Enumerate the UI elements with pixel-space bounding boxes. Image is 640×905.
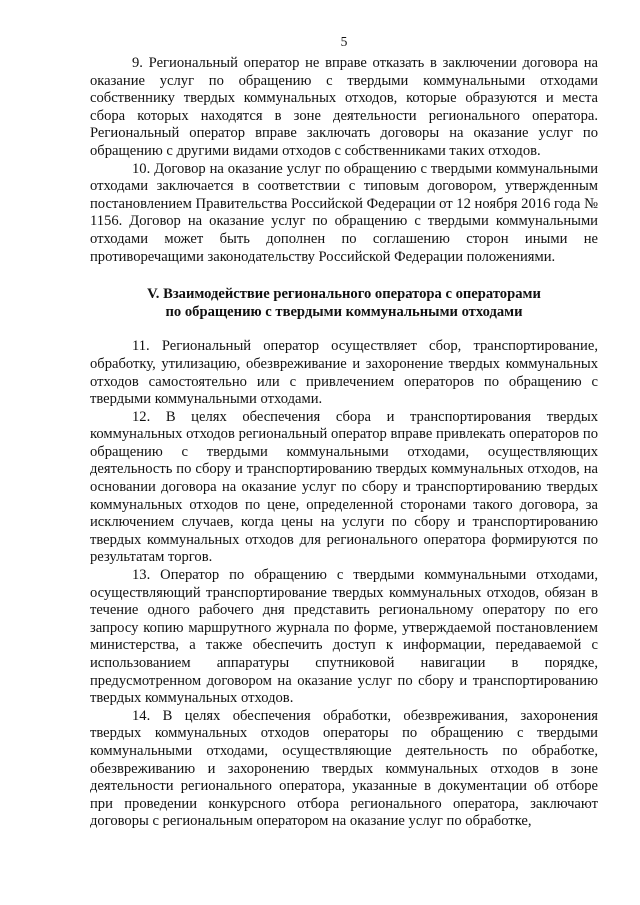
paragraph-13: 13. Оператор по обращению с твердыми коммунальными отходами, осуществляющий транспортирование твердых коммунальных отходов, обязан в течение одного рабочего дня представить региональному оператору по его запросу копию маршрутного журнала по форме, утверждаемой постановлением министерства, а также обеспечить доступ к информации, передаваемой с использованием аппаратуры спутниковой навигации в порядке, предусмотренном договором на оказание услуг по сбору и транспортированию твердых коммунальных отходов. <box>90 567 598 707</box>
section-heading-line-1: V. Взаимодействие регионального оператора с операторами <box>147 286 541 303</box>
paragraph-10: 10. Договор на оказание услуг по обращению с твердыми коммунальными отходами заключается в соответствии с типовым договором, утвержденным постановлением Правительства Российской Федерации от 12 ноября 2016 года № 1156. Договор на оказание услуг по обращению с твердыми коммунальными отходами может быть дополнен по соглашению сторон иными не противоречащими законодательству Российской Федерации положениями. <box>90 160 598 265</box>
paragraph-14: 14. В целях обеспечения обработки, обезвреживания, захоронения твердых коммунальных отходов операторы по обращению с твердыми коммунальными отходами, осуществляющие деятельность по обработке, обезвреживанию и захоронению твердых коммунальных отходов в зоне деятельности регионального оператора, указанные в документации об отборе при проведении конкурсного отбора регионального оператора, заключают договоры с региональным оператором на оказание услуг по обработке, <box>90 707 598 830</box>
paragraph-11: 11. Региональный оператор осуществляет сбор, транспортирование, обработку, утилизацию, обезвреживание и захоронение твердых коммунальных отходов самостоятельно или с привлечением операторов по обращению с твердыми коммунальными отходами. <box>90 338 598 408</box>
paragraph-12: 12. В целях обеспечения сбора и транспортирования твердых коммунальных отходов региональный оператор вправе привлекать операторов по обращению с твердыми коммунальными отходами, осуществляющих деятельность по сбору и транспортированию твердых коммунальных отходов, на основании договора на оказание услуг по сбору и транспортированию твердых коммунальных отходов по цене, определенной сторонами такого договора, за исключением случаев, когда цены на услуги по сбору и транспортированию твердых коммунальных отходов для регионального оператора формируются по результатам торгов. <box>90 408 598 566</box>
paragraph-9: 9. Региональный оператор не вправе отказать в заключении договора на оказание услуг по обращению с твердыми коммунальными отходами собственнику твердых коммунальных отходов, которые образуются и места сбора которых находятся в зоне деятельности регионального оператора. Региональный оператор вправе заключать договоры на оказание услуг по обращению с другими видами отходов с собственниками таких отходов. <box>90 55 598 159</box>
section-heading-line-2: по обращению с твердыми коммунальными отходами <box>165 303 523 320</box>
page-number: 5 <box>340 34 348 49</box>
section-heading <box>90 286 598 321</box>
